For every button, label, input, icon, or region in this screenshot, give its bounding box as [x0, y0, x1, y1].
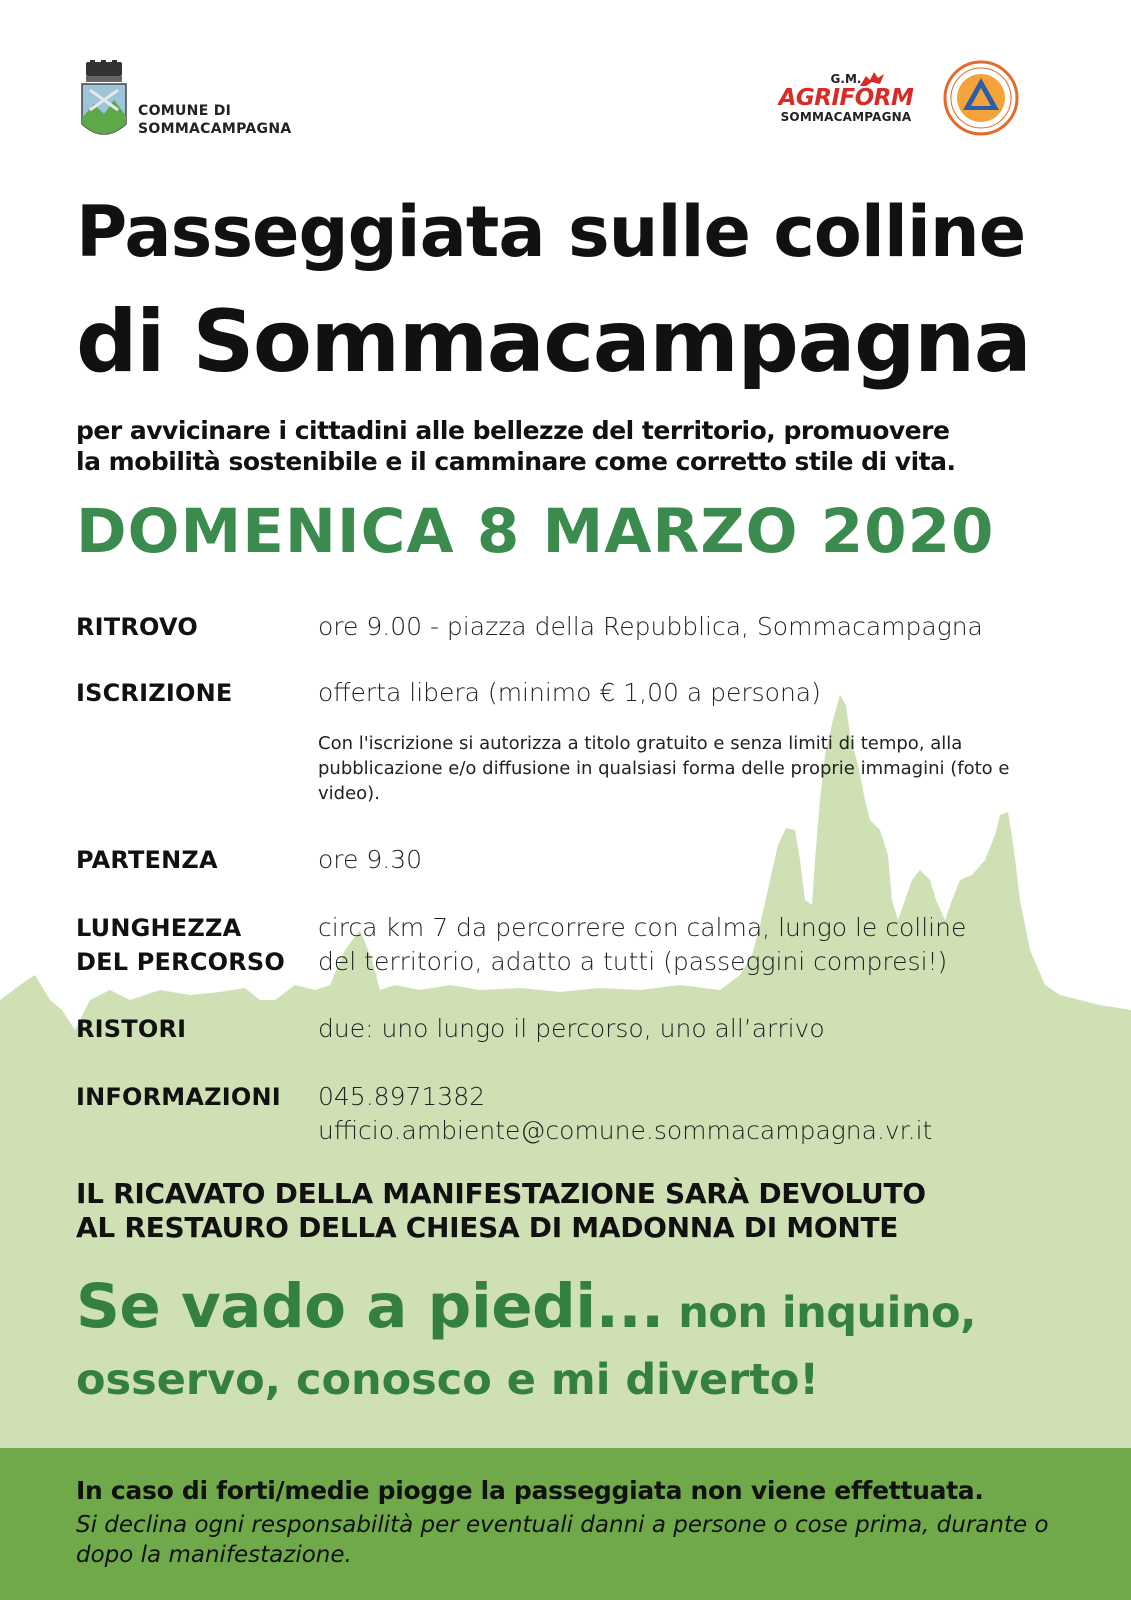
agriform-town: SOMMACAMPAGNA	[780, 110, 912, 124]
agriform-name: AGRIFORM	[778, 85, 914, 111]
lunghezza-label-line2: DEL PERCORSO	[76, 948, 286, 976]
iscrizione-note: Con l'iscrizione si autorizza a titolo gratuito e senza limiti di tempo, alla pubblicazione e/o diffusione in qualsiasi forma delle proprie immagini (foto e video).	[318, 733, 1010, 804]
partenza-value: ore 9.30	[318, 845, 423, 874]
lunghezza-label	[76, 911, 285, 979]
ristori-label: RISTORI	[76, 1015, 187, 1043]
iscrizione-label: ISCRIZIONE	[76, 679, 233, 707]
subtitle-line1: per avvicinare i cittadini alle bellezze del territorio, promuovere	[76, 416, 950, 445]
agriform-lion-icon	[858, 70, 886, 88]
phone-number: 045.8971382	[318, 1082, 486, 1111]
partenza-label: PARTENZA	[76, 846, 218, 874]
protezione-civile-seal-icon	[943, 60, 1019, 136]
rain-notice: In caso di forti/medie piogge la passeggiata non viene effettuata.	[76, 1476, 984, 1505]
ristori-value: due: uno lungo il percorso, uno all’arrivo	[318, 1014, 825, 1043]
subtitle-line2: la mobilità sostenibile e il camminare come corretto stile di vita.	[76, 447, 956, 476]
informazioni-label: INFORMAZIONI	[76, 1083, 281, 1111]
page-title-line1: Passeggiata sulle colline	[76, 191, 1026, 273]
event-date: DOMENICA 8 MARZO 2020	[76, 496, 995, 567]
ricavato-line1: IL RICAVATO DELLA MANIFESTAZIONE SARÀ DEVOLUTO	[76, 1177, 926, 1210]
disclaimer: Si declina ogni responsabilità per eventuali danni a persone o cose prima, durante o dopo la manifestazione.	[76, 1512, 1049, 1568]
page-title-line2: di Sommacampagna	[76, 292, 1031, 392]
comune-logo	[80, 60, 340, 150]
email-address[interactable]: ufficio.ambiente@comune.sommacampagna.vr.it	[318, 1116, 933, 1145]
lunghezza-value-line2: del territorio, adatto a tutti (passeggini compresi!)	[318, 947, 948, 976]
ritrovo-label: RITROVO	[76, 613, 198, 641]
slogan-line2: osservo, conosco e mi diverto!	[76, 1355, 820, 1405]
iscrizione-value: offerta libera (minimo € 1,00 a persona)	[318, 678, 821, 707]
ritrovo-value: ore 9.00 - piazza della Repubblica, Sommacampagna	[318, 612, 983, 641]
lunghezza-value-line1: circa km 7 da percorrere con calma, lungo le colline	[318, 913, 967, 942]
ricavato-line2: AL RESTAURO DELLA CHIESA DI MADONNA DI MONTE	[76, 1211, 899, 1244]
comune-label-line2: SOMMACAMPAGNA	[138, 121, 292, 137]
agriform-logo	[776, 72, 916, 142]
lunghezza-value	[318, 911, 966, 979]
slogan-small: non inquino,	[663, 1288, 976, 1338]
informazioni-value	[318, 1080, 932, 1148]
comune-crest-icon	[80, 60, 128, 144]
comune-label-line1: COMUNE DI	[138, 103, 232, 119]
protezione-civile-logo	[943, 60, 1019, 136]
ricavato-notice	[76, 1177, 1076, 1245]
subtitle	[76, 415, 1076, 477]
lunghezza-label-line1: LUNGHEZZA	[76, 914, 242, 942]
footer-bar	[0, 1448, 1131, 1600]
agriform-gm: G.M.	[830, 72, 862, 86]
slogan-big: Se vado a piedi...	[76, 1271, 664, 1342]
slogan-line1	[76, 1270, 976, 1350]
